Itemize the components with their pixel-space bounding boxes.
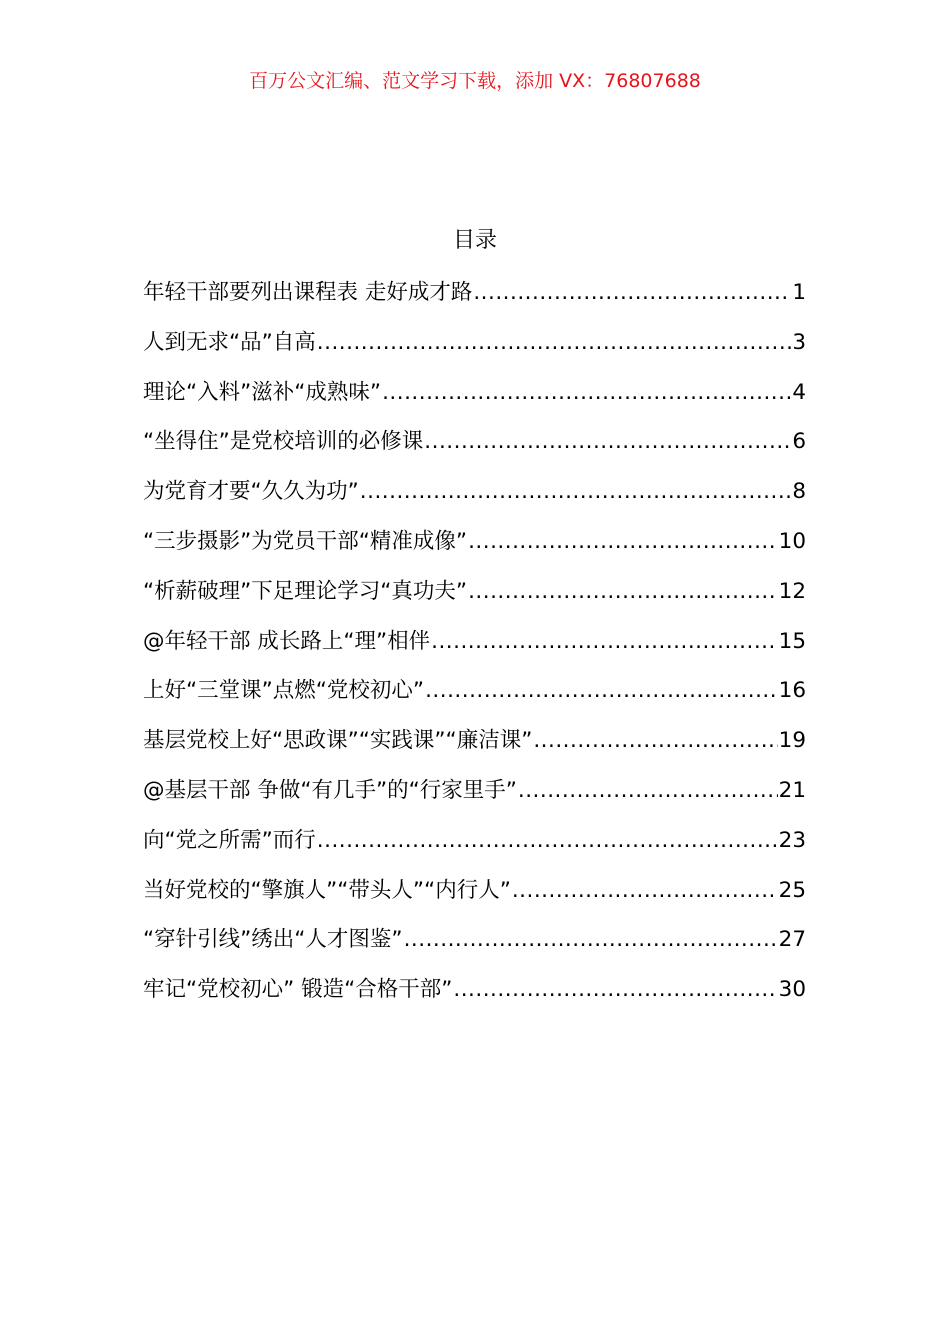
toc-entry-title: “析薪破理”下足理论学习“真功夫” <box>143 578 468 604</box>
toc-entry-title: 上好“三堂课”点燃“党校初心” <box>143 678 425 704</box>
toc-entry[interactable] <box>143 523 806 573</box>
toc-entry[interactable] <box>143 772 806 822</box>
toc-entry[interactable] <box>143 921 806 971</box>
toc-entry-title: 当好党校的“擎旗人”“带头人”“内行人” <box>143 877 511 903</box>
toc-entry-page: 3 <box>792 329 806 355</box>
header-contact-note: 百万公文汇编、范文学习下载，添加 VX：76807688 <box>249 70 701 92</box>
dot-leader <box>317 822 778 860</box>
toc-entry-title: 人到无求“品”自高 <box>143 329 316 355</box>
toc-entry-title: @年轻干部 成长路上“理”相伴 <box>143 628 431 654</box>
toc-entry-page: 21 <box>778 777 806 803</box>
dot-leader <box>424 423 791 461</box>
toc-entry-page: 12 <box>778 578 806 604</box>
dot-leader <box>518 772 778 810</box>
toc-entry-page: 8 <box>792 479 806 505</box>
toc-entry-page: 27 <box>778 927 806 953</box>
dot-leader <box>453 971 777 1009</box>
toc-entry[interactable] <box>143 672 806 722</box>
toc-entry[interactable] <box>143 722 806 772</box>
table-of-contents <box>143 274 806 1021</box>
toc-entry[interactable] <box>143 324 806 374</box>
toc-entry-page: 19 <box>778 728 806 754</box>
toc-entry[interactable] <box>143 971 806 1021</box>
toc-entry[interactable] <box>143 423 806 473</box>
toc-entry-title: 为党育才要“久久为功” <box>143 479 359 505</box>
toc-entry-title: 基层党校上好“思政课”“实践课”“廉洁课” <box>143 728 533 754</box>
dot-leader <box>425 672 778 710</box>
toc-entry-page: 10 <box>778 528 806 554</box>
toc-entry-page: 6 <box>792 429 806 455</box>
toc-entry[interactable] <box>143 623 806 673</box>
toc-entry-title: 向“党之所需”而行 <box>143 827 316 853</box>
toc-entry-title: “穿针引线”绣出“人才图鉴” <box>143 927 403 953</box>
dot-leader <box>512 872 778 910</box>
toc-entry-page: 30 <box>778 977 806 1003</box>
dot-leader <box>468 523 778 561</box>
toc-entry-title: 年轻干部要列出课程表 走好成才路 <box>143 280 473 305</box>
dot-leader <box>317 324 792 362</box>
toc-entry-page: 25 <box>778 877 806 903</box>
dot-leader <box>382 374 791 412</box>
toc-entry-title: 理论“入料”滋补“成熟味” <box>143 379 382 405</box>
toc-entry-title: “坐得住”是党校培训的必修课 <box>143 429 424 455</box>
toc-entry-page: 1 <box>792 280 806 305</box>
toc-entry-page: 15 <box>778 628 806 654</box>
toc-entry[interactable] <box>143 822 806 872</box>
toc-entry-title: @基层干部 争做“有几手”的“行家里手” <box>143 777 517 803</box>
toc-entry-page: 16 <box>778 678 806 704</box>
toc-entry[interactable] <box>143 573 806 623</box>
dot-leader <box>404 921 778 959</box>
toc-title: 目录 <box>452 228 497 253</box>
toc-entry-title: “三步摄影”为党员干部“精准成像” <box>143 528 468 554</box>
toc-entry-title: 牢记“党校初心” 锻造“合格干部” <box>143 977 453 1003</box>
dot-leader <box>533 722 777 760</box>
toc-entry[interactable] <box>143 872 806 922</box>
toc-entry[interactable] <box>143 473 806 523</box>
dot-leader <box>360 473 792 511</box>
dot-leader <box>473 274 791 312</box>
dot-leader <box>468 573 778 611</box>
toc-entry-page: 23 <box>778 827 806 853</box>
dot-leader <box>431 623 778 661</box>
toc-entry[interactable] <box>143 374 806 424</box>
toc-entry[interactable] <box>143 274 806 324</box>
toc-entry-page: 4 <box>792 379 806 405</box>
